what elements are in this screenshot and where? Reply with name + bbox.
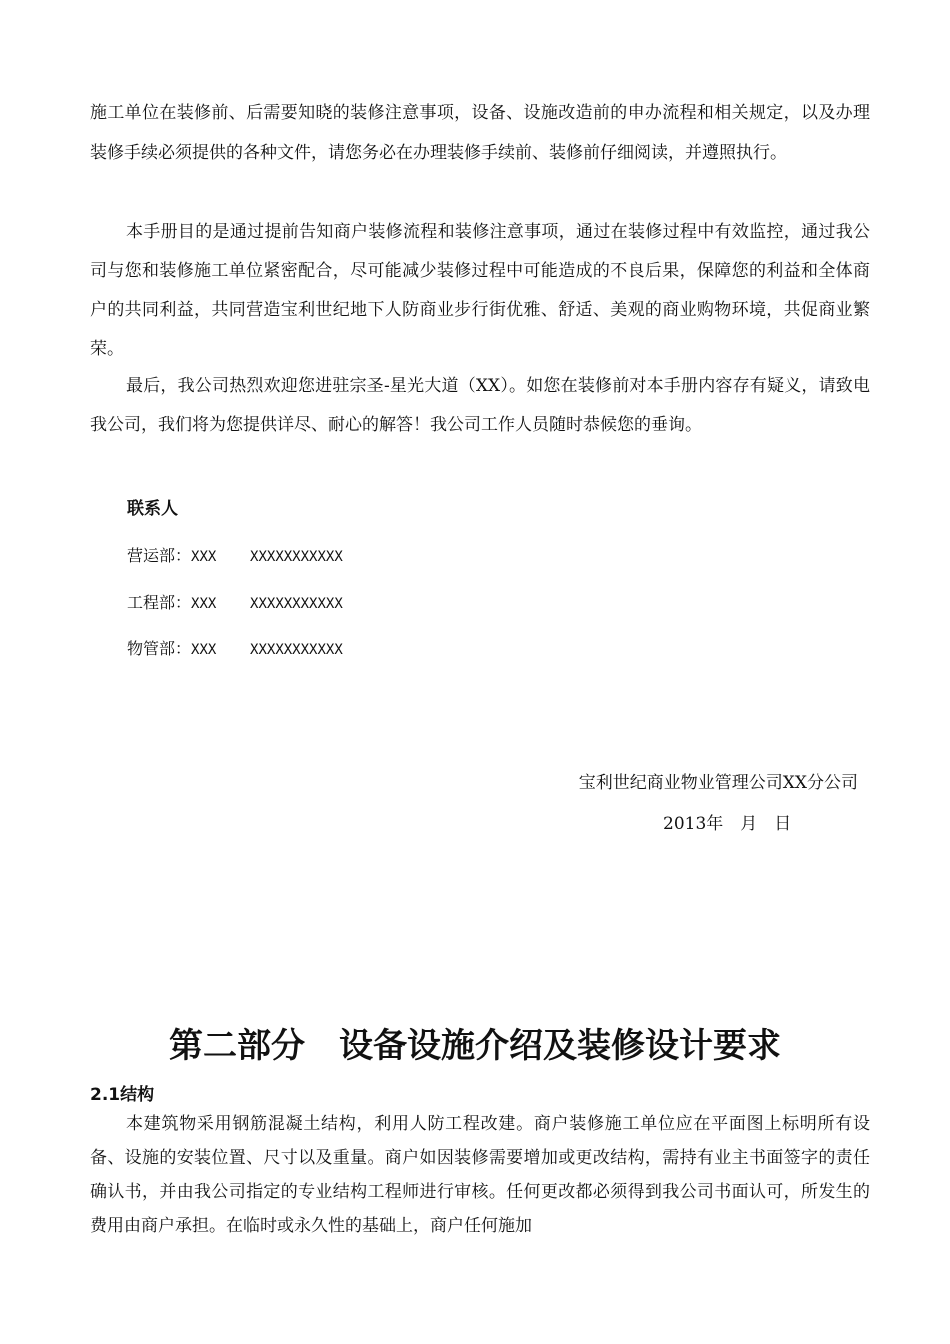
contact-phone: XXXXXXXXXXX [250,549,343,565]
contacts-heading: 联系人 [127,499,178,519]
contact-phone: XXXXXXXXXXX [250,596,343,612]
contact-name: XXX [191,596,217,612]
contact-dept: 营运部： [127,546,192,565]
contact-phone: XXXXXXXXXXX [250,642,343,658]
signature-company: 宝利世纪商业物业管理公司XX分公司 [578,773,858,793]
signature-date: 2013年 月 日 [663,814,792,834]
contact-dept: 工程部： [127,593,192,612]
intro-paragraph-1: 施工单位在装修前、后需要知晓的装修注意事项，设备、设施改造前的申办流程和相关规定，以及办理装修手续必须提供的各种文件，请您务必在办理装修手续前、装修前仔细阅读，并遵照执行。 [90,103,870,163]
structure-paragraph: 本建筑物采用钢筋混凝土结构，利用人防工程改建。商户装修施工单位应在平面图上标明所有设备、设施的安装位置、尺寸以及重量。商户如因装修需要增加或更改结构，需持有业主书面签字的责任确认书，并由我公司指定的专业结构工程师进行审核。任何更改都必须得到我公司书面认可，所发生的费用由商户承担。在临时或永久性的基础上，商户任何施加 [90,1114,870,1236]
intro-paragraph-3: 最后，我公司热烈欢迎您进驻宗圣-星光大道（XX）。如您在装修前对本手册内容存有疑义，请致电我公司，我们将为您提供详尽、耐心的解答！我公司工作人员随时恭候您的垂询。 [90,376,870,435]
intro-paragraph-2: 本手册目的是通过提前告知商户装修流程和装修注意事项，通过在装修过程中有效监控，通过我公司与您和装修施工单位紧密配合，尽可能减少装修过程中可能造成的不良后果，保障您的利益和全体商户的共同利益，共同营造宝利世纪地下人防商业步行街优雅、舒适、美观的商业购物环境，共促商业繁荣。 [90,222,870,359]
contact-name: XXX [191,549,217,565]
contact-name: XXX [191,642,217,658]
contact-dept: 物管部： [127,639,192,658]
contact-row-engineering [127,590,343,613]
contact-row-operations [127,543,343,566]
part-title: 第二部分 设备设施介绍及装修设计要求 [169,1026,781,1066]
contact-row-property [127,636,343,659]
section-heading: 2.1结构 [90,1085,155,1105]
